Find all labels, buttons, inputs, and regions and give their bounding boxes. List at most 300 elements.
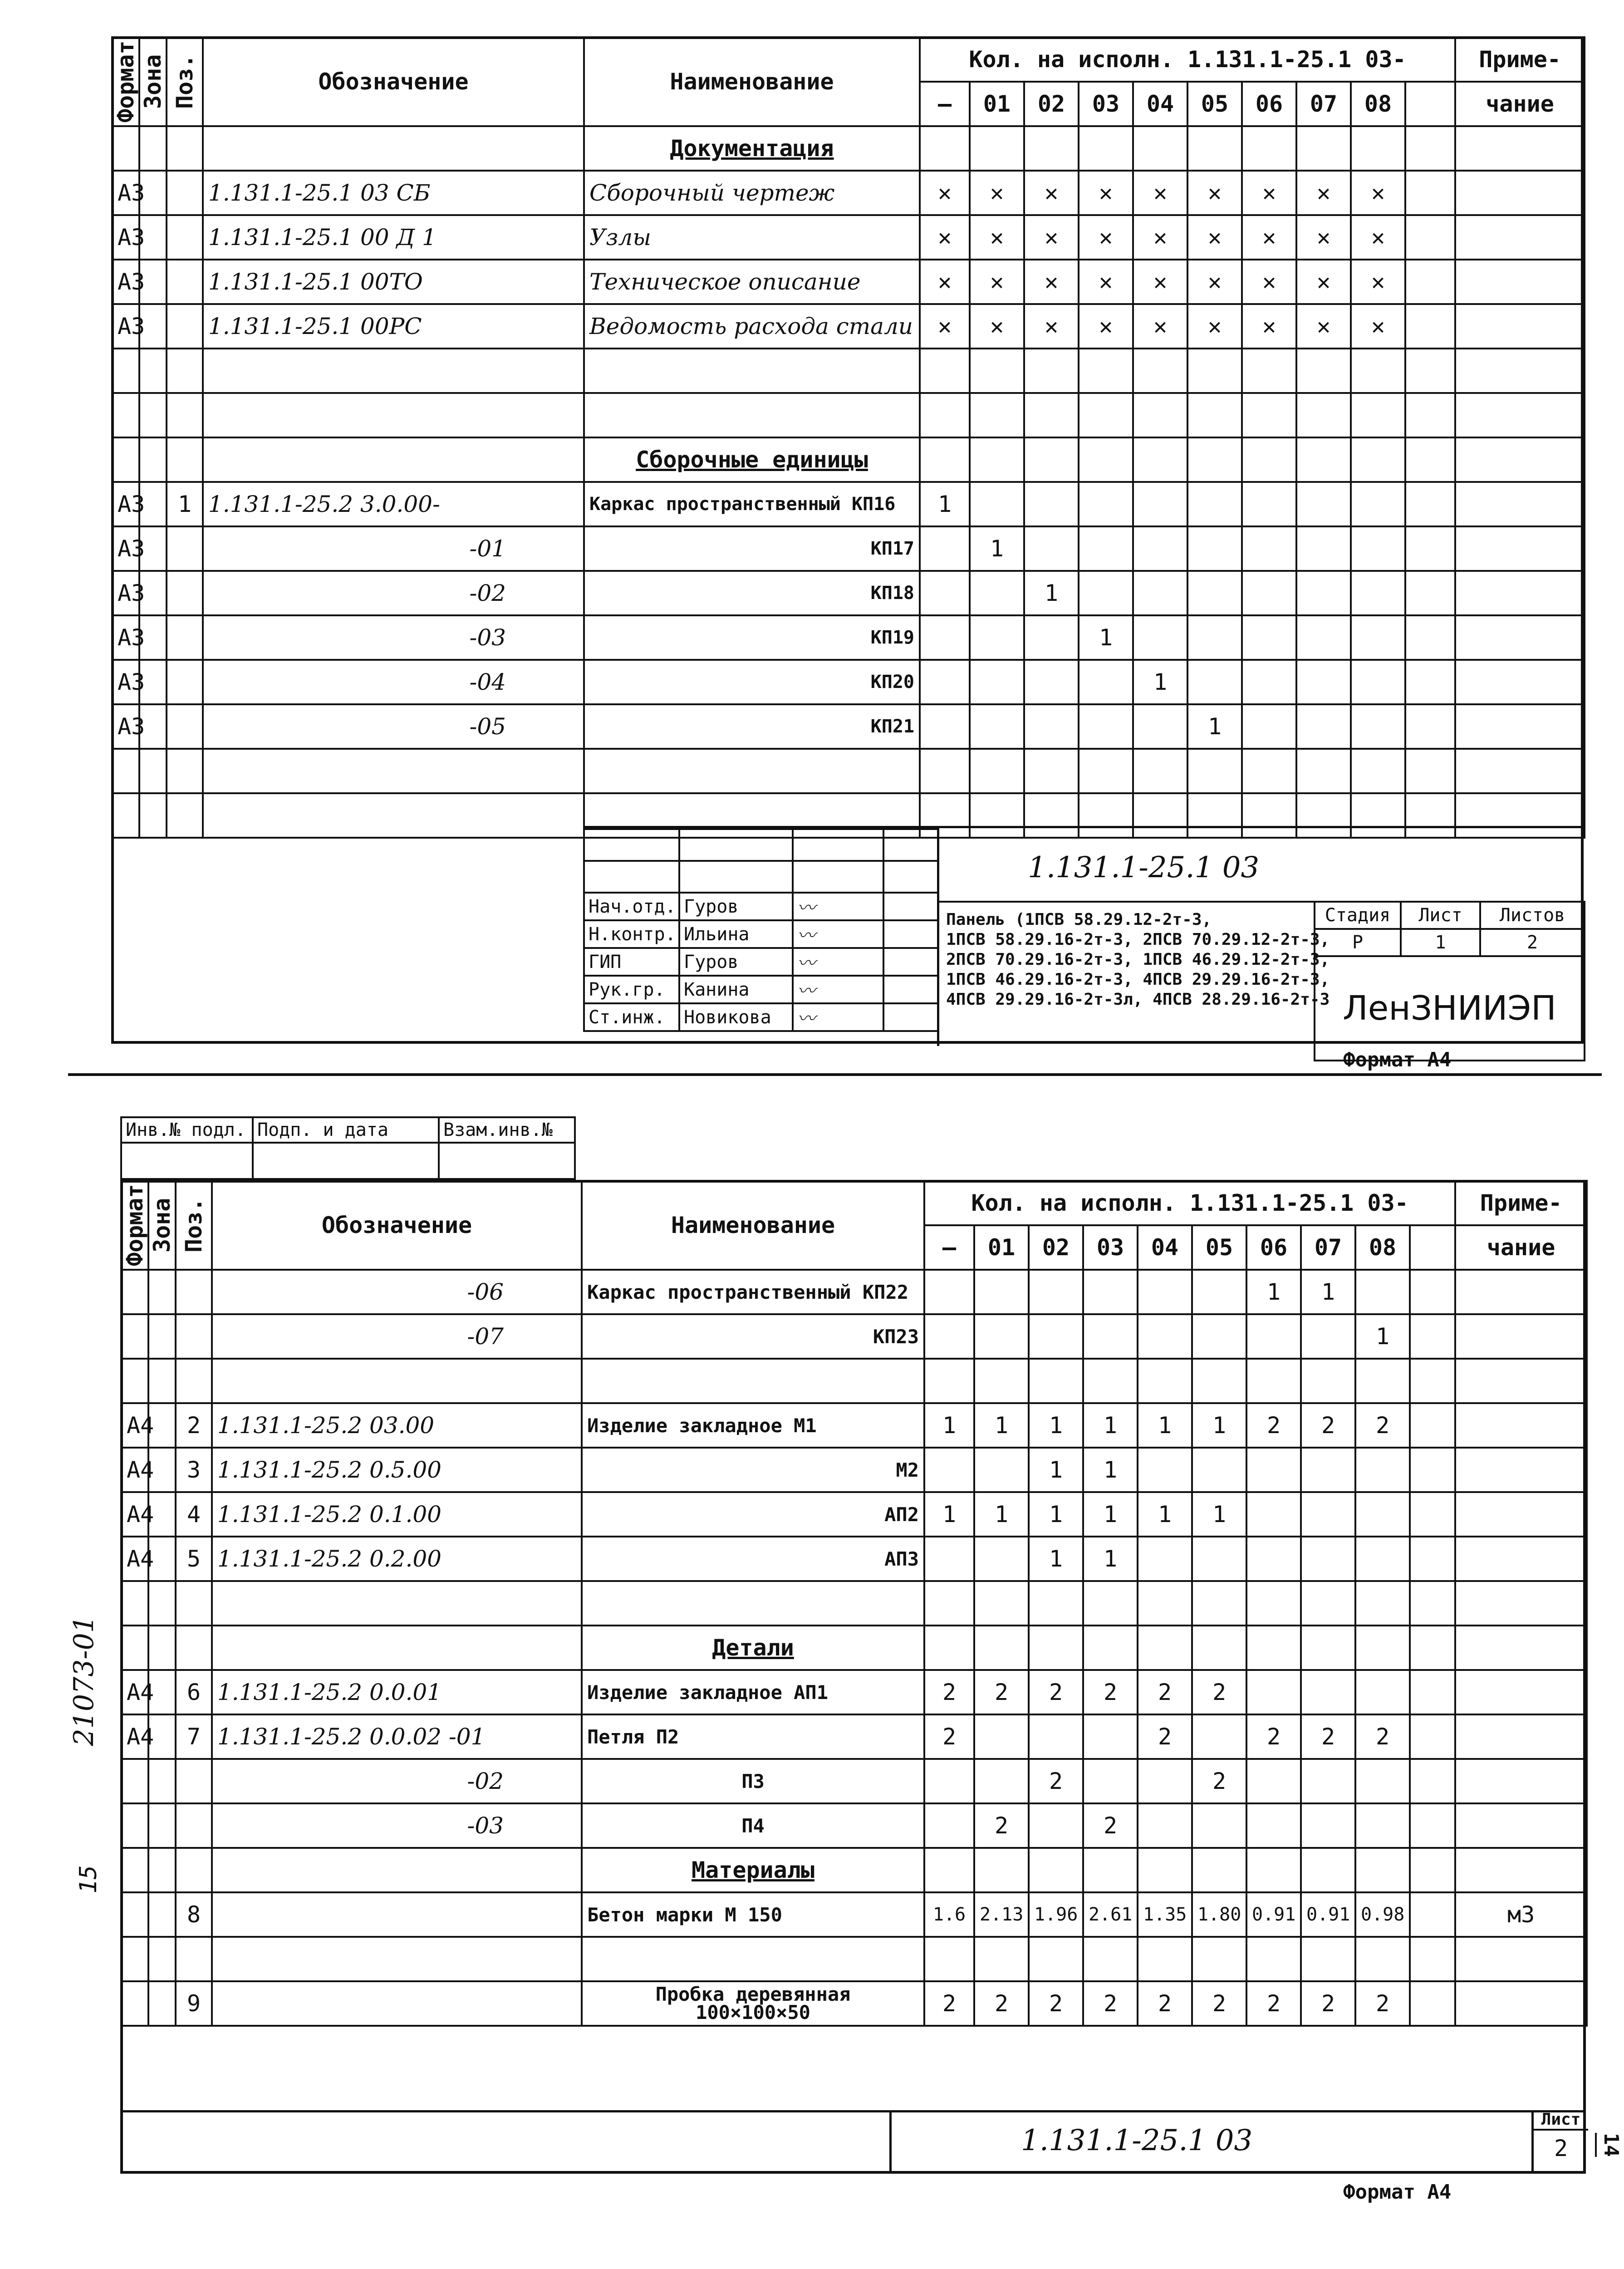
- unit-qty: 1: [1079, 615, 1133, 660]
- hdr2-name: Наименование: [582, 1181, 924, 1270]
- row-pos: 9: [176, 1981, 212, 2026]
- row-qty: 2: [974, 1981, 1029, 2026]
- signature-mark: 〰: [793, 976, 883, 1003]
- unit-format: А3: [112, 571, 139, 615]
- item-row: [121, 1403, 1587, 1448]
- format-note-1: Формат А4: [1343, 1048, 1452, 1071]
- doc-name: Ведомость расхода стали: [584, 304, 920, 349]
- row-qty: 2: [1029, 1981, 1083, 2026]
- row-qty: [1301, 1537, 1355, 1581]
- item-row: [121, 1537, 1587, 1581]
- row-qty: 1: [924, 1403, 974, 1448]
- hdr2-col-dash: —: [924, 1225, 974, 1270]
- sheet-value: 1: [1401, 929, 1480, 956]
- row-qty: [1301, 1492, 1355, 1537]
- detail-row: [121, 1803, 1587, 1848]
- row-qty: 1: [1029, 1403, 1083, 1448]
- row-qty: [1083, 1270, 1138, 1314]
- row-name-line-1: Пробка деревянная: [655, 1983, 851, 2005]
- unit-designation: -03: [203, 615, 584, 660]
- stage-value: Р: [1315, 929, 1401, 956]
- unit-row: [112, 482, 1585, 526]
- unit-pos: [167, 704, 203, 749]
- row-qty: 2: [1083, 1981, 1138, 2026]
- unit-qty: 1: [1187, 704, 1242, 749]
- cross-mark: ✕: [1296, 171, 1351, 215]
- unit-row: [121, 1314, 1587, 1359]
- row-qty: [1246, 1314, 1301, 1359]
- stamp-inv: Инв.№ подл.: [121, 1117, 253, 1143]
- row-pos: 2: [176, 1403, 212, 1448]
- row-pos: 5: [176, 1537, 212, 1581]
- row-qty: [1029, 1803, 1083, 1848]
- role-row: [584, 948, 938, 976]
- role-person: Канина: [679, 976, 793, 1003]
- unit-row: [112, 615, 1585, 660]
- row-pos: [176, 1759, 212, 1803]
- format-note-2: Формат А4: [1343, 2181, 1452, 2204]
- hdr2-col-02: 02: [1029, 1225, 1083, 1270]
- row-name: АП3: [582, 1537, 924, 1581]
- unit-format: А3: [112, 660, 139, 704]
- unit-pos: 1: [167, 482, 203, 526]
- bottom-code: 1.131.1-25.1 03: [1021, 2124, 1253, 2157]
- row-qty: [1192, 1448, 1246, 1492]
- role-title: Н.контр.: [584, 920, 679, 948]
- cross-mark: ✕: [920, 215, 970, 260]
- row-format: А4: [121, 1403, 148, 1448]
- unit-format: А3: [112, 526, 139, 571]
- row-designation: 1.131.1-25.2 03.00: [212, 1403, 582, 1448]
- unit-pos: [167, 660, 203, 704]
- row-qty: 0.91: [1246, 1892, 1301, 1937]
- row-qty: 2: [924, 1670, 974, 1714]
- hdr-col-02: 02: [1024, 82, 1079, 126]
- titleblock-roles: [583, 828, 939, 1032]
- hdr2-note-bottom: чание: [1455, 1225, 1587, 1270]
- cross-mark: ✕: [1133, 171, 1187, 215]
- cross-mark: ✕: [1242, 260, 1296, 304]
- row-qty: 2: [924, 1714, 974, 1759]
- row-qty: 1.35: [1138, 1892, 1192, 1937]
- role-row: [584, 976, 938, 1003]
- row-name: КП23: [582, 1314, 924, 1359]
- row-qty: 2: [1192, 1670, 1246, 1714]
- row-qty: 2: [1138, 1714, 1192, 1759]
- cross-mark: ✕: [1187, 215, 1242, 260]
- row-format: А4: [121, 1448, 148, 1492]
- row-qty: [1192, 1314, 1246, 1359]
- role-title: Ст.инж.: [584, 1003, 679, 1031]
- cross-mark: ✕: [1024, 215, 1079, 260]
- row-qty: 2: [974, 1670, 1029, 1714]
- row-qty: [974, 1270, 1029, 1314]
- row-format: А4: [121, 1537, 148, 1581]
- cross-mark: ✕: [1133, 215, 1187, 260]
- row-qty: [1355, 1759, 1410, 1803]
- row-format: А4: [121, 1492, 148, 1537]
- unit-designation: -05: [203, 704, 584, 749]
- role-person: Гуров: [679, 893, 793, 920]
- row-qty: [1301, 1314, 1355, 1359]
- org-name: ЛенЗНИИЭП: [1315, 956, 1585, 1061]
- hdr-col-01: 01: [970, 82, 1024, 126]
- signature-mark: 〰: [793, 920, 883, 948]
- cross-mark: ✕: [1242, 215, 1296, 260]
- row-qty: 2: [1301, 1981, 1355, 2026]
- sheets-label: Листов: [1480, 902, 1585, 929]
- cross-mark: ✕: [1079, 171, 1133, 215]
- titleblock-stage: [1314, 901, 1585, 1061]
- row-name-line-2: 100×100×50: [696, 2001, 810, 2023]
- stamp-replace: Взам.инв.№: [439, 1117, 575, 1143]
- hdr2-col-07: 07: [1301, 1225, 1355, 1270]
- row-qty: [1138, 1759, 1192, 1803]
- hdr-format: Формат: [112, 37, 139, 126]
- row-qty: [1246, 1492, 1301, 1537]
- hdr2-col-01: 01: [974, 1225, 1029, 1270]
- row-qty: [1138, 1448, 1192, 1492]
- row-qty: [1355, 1670, 1410, 1714]
- row-qty: 1: [1192, 1403, 1246, 1448]
- row-qty: 2: [1029, 1670, 1083, 1714]
- row-qty: [1192, 1803, 1246, 1848]
- row-qty: [1192, 1537, 1246, 1581]
- unit-name: КП20: [584, 660, 920, 704]
- row-qty: [1138, 1803, 1192, 1848]
- detail-row: [121, 1759, 1587, 1803]
- row-qty: 2: [1301, 1403, 1355, 1448]
- section-details: Детали: [582, 1626, 924, 1670]
- stage-label: Стадия: [1315, 902, 1401, 929]
- material-row: [121, 1981, 1587, 2026]
- row-qty: [1246, 1448, 1301, 1492]
- hdr2-col-03: 03: [1083, 1225, 1138, 1270]
- unit-format: А3: [112, 615, 139, 660]
- role-person: Гуров: [679, 948, 793, 976]
- hdr-col-dash: —: [920, 82, 970, 126]
- row-qty: [924, 1759, 974, 1803]
- cross-mark: ✕: [970, 260, 1024, 304]
- row-qty: 1: [1246, 1270, 1301, 1314]
- row-qty: [1246, 1670, 1301, 1714]
- row-qty: 2: [1355, 1403, 1410, 1448]
- row-qty: 1: [1083, 1537, 1138, 1581]
- row-qty: 2: [1029, 1759, 1083, 1803]
- row-name: М2: [582, 1448, 924, 1492]
- section-documentation: Документация: [584, 126, 920, 171]
- cross-mark: ✕: [1187, 171, 1242, 215]
- unit-name: КП17: [584, 526, 920, 571]
- doc-row: [112, 260, 1585, 304]
- cross-mark: ✕: [1133, 304, 1187, 349]
- row-qty: 1.96: [1029, 1892, 1083, 1937]
- hdr-qty-title: Кол. на исполн. 1.131.1-25.1 03-: [920, 37, 1455, 82]
- row-qty: [1083, 1314, 1138, 1359]
- cross-mark: ✕: [1351, 215, 1405, 260]
- row-qty: 1: [924, 1492, 974, 1537]
- doc-designation: 1.131.1-25.1 00ТО: [203, 260, 584, 304]
- hdr2-col-08: 08: [1355, 1225, 1410, 1270]
- row-qty: 1: [974, 1492, 1029, 1537]
- row-qty: 1: [974, 1403, 1029, 1448]
- unit-pos: [167, 615, 203, 660]
- row-qty: [924, 1314, 974, 1359]
- row-pos: 7: [176, 1714, 212, 1759]
- doc-format: А3: [112, 304, 139, 349]
- row-qty: [1246, 1537, 1301, 1581]
- doc-row: [112, 304, 1585, 349]
- titleblock-1: [583, 826, 1584, 1046]
- titleblock-code: 1.131.1-25.1 03: [1028, 851, 1260, 884]
- row-format: [121, 1759, 148, 1803]
- side-number: 21073-01: [68, 1616, 100, 1746]
- row-qty: [1301, 1803, 1355, 1848]
- row-qty: [924, 1537, 974, 1581]
- row-qty: [1083, 1714, 1138, 1759]
- role-title: Рук.гр.: [584, 976, 679, 1003]
- row-qty: [974, 1714, 1029, 1759]
- row-qty: [1192, 1714, 1246, 1759]
- hdr2-pos: Поз.: [176, 1181, 212, 1270]
- doc-name: Техническое описание: [584, 260, 920, 304]
- row-designation: -06: [212, 1270, 582, 1314]
- row-qty: 2: [1246, 1714, 1301, 1759]
- row-qty: [1192, 1270, 1246, 1314]
- desc-line-1: Панель (1ПСВ 58.29.12-2т-3,: [946, 910, 1212, 929]
- row-qty: [924, 1448, 974, 1492]
- hdr2-zone: Зона: [148, 1181, 176, 1270]
- role-title: ГИП: [584, 948, 679, 976]
- role-row: [584, 893, 938, 920]
- row-qty: 1: [1029, 1448, 1083, 1492]
- signature-mark: 〰: [793, 1003, 883, 1031]
- row-qty: 1: [1029, 1492, 1083, 1537]
- row-name: П4: [582, 1803, 924, 1848]
- unit-row: [112, 660, 1585, 704]
- doc-designation: 1.131.1-25.1 00 Д 1: [203, 215, 584, 260]
- row-qty: [974, 1537, 1029, 1581]
- hdr-col-08: 08: [1351, 82, 1405, 126]
- row-qty: 2: [1301, 1714, 1355, 1759]
- cross-mark: ✕: [970, 304, 1024, 349]
- cross-mark: ✕: [920, 304, 970, 349]
- row-name: Каркас пространственный КП22: [582, 1270, 924, 1314]
- row-qty: [1355, 1448, 1410, 1492]
- row-qty: [1029, 1270, 1083, 1314]
- hdr-note-bottom: чание: [1455, 82, 1585, 126]
- row-qty: 2: [1083, 1670, 1138, 1714]
- row-qty: 2: [1192, 1981, 1246, 2026]
- sheet-2-spec-table: [120, 1180, 1588, 2027]
- unit-designation: -04: [203, 660, 584, 704]
- unit-designation: 1.131.1-25.2 3.0.00-: [203, 482, 584, 526]
- sheet-label: Лист: [1401, 902, 1480, 929]
- signature-mark: 〰: [793, 948, 883, 976]
- item-row: [121, 1448, 1587, 1492]
- row-qty: 0.98: [1355, 1892, 1410, 1937]
- doc-format: А3: [112, 260, 139, 304]
- row-designation: 1.131.1-25.2 0.0.01: [212, 1670, 582, 1714]
- side-page: 15: [75, 1865, 102, 1894]
- sheet2-sheet-label: Лист: [1534, 2110, 1588, 2131]
- hdr2-col-04: 04: [1138, 1225, 1192, 1270]
- row-format: А4: [121, 1670, 148, 1714]
- unit-row: [121, 1270, 1587, 1314]
- row-name: Изделие закладное М1: [582, 1403, 924, 1448]
- row-designation: 1.131.1-25.2 0.2.00: [212, 1537, 582, 1581]
- row-note: м3: [1455, 1892, 1587, 1937]
- row-qty: 1: [1192, 1492, 1246, 1537]
- cross-mark: ✕: [1242, 304, 1296, 349]
- row-qty: 1.80: [1192, 1892, 1246, 1937]
- signature-mark: 〰: [793, 893, 883, 920]
- row-qty: 2: [1083, 1803, 1138, 1848]
- row-qty: [1138, 1314, 1192, 1359]
- row-name: Петля П2: [582, 1714, 924, 1759]
- row-qty: 2: [1355, 1714, 1410, 1759]
- sheet-1-spec-table: [111, 36, 1585, 839]
- hdr-col-06: 06: [1242, 82, 1296, 126]
- row-qty: 2: [1355, 1981, 1410, 2026]
- cross-mark: ✕: [1296, 304, 1351, 349]
- cross-mark: ✕: [920, 260, 970, 304]
- doc-designation: 1.131.1-25.1 03 СБ: [203, 171, 584, 215]
- row-name: [582, 1981, 924, 2026]
- row-qty: [1029, 1314, 1083, 1359]
- row-qty: 2: [1138, 1981, 1192, 2026]
- doc-name: Сборочный чертеж: [584, 171, 920, 215]
- row-qty: [1355, 1537, 1410, 1581]
- material-row: [121, 1892, 1587, 1937]
- row-name: Бетон марки М 150: [582, 1892, 924, 1937]
- row-designation: 1.131.1-25.2 0.1.00: [212, 1492, 582, 1537]
- hdr-col-07: 07: [1296, 82, 1351, 126]
- row-format: [121, 1803, 148, 1848]
- cross-mark: ✕: [1024, 260, 1079, 304]
- unit-name: Каркас пространственный КП16: [584, 482, 920, 526]
- role-row: [584, 1003, 938, 1031]
- doc-row: [112, 215, 1585, 260]
- row-qty: 2.61: [1083, 1892, 1138, 1937]
- cross-mark: ✕: [1187, 260, 1242, 304]
- hdr-col-05: 05: [1187, 82, 1242, 126]
- item-row: [121, 1492, 1587, 1537]
- role-person: Новикова: [679, 1003, 793, 1031]
- row-qty: 1: [1083, 1492, 1138, 1537]
- row-qty: [1029, 1714, 1083, 1759]
- unit-pos: [167, 526, 203, 571]
- cross-mark: ✕: [1351, 171, 1405, 215]
- row-pos: 4: [176, 1492, 212, 1537]
- row-qty: [1355, 1270, 1410, 1314]
- desc-line-3: 2ПСВ 70.29.16-2т-3, 1ПСВ 46.29.12-2т-3,: [946, 950, 1330, 969]
- row-designation: -07: [212, 1314, 582, 1359]
- row-qty: 2: [1138, 1670, 1192, 1714]
- doc-format: А3: [112, 215, 139, 260]
- hdr2-col-05: 05: [1192, 1225, 1246, 1270]
- unit-name: КП19: [584, 615, 920, 660]
- cross-mark: ✕: [1079, 260, 1133, 304]
- cross-mark: ✕: [970, 171, 1024, 215]
- row-qty: 2: [1192, 1759, 1246, 1803]
- desc-line-4: 1ПСВ 46.29.16-2т-3, 4ПСВ 29.29.16-2т-3,: [946, 970, 1330, 989]
- unit-qty: 1: [970, 526, 1024, 571]
- cross-mark: ✕: [1024, 304, 1079, 349]
- cross-mark: ✕: [970, 215, 1024, 260]
- row-pos: 8: [176, 1892, 212, 1937]
- row-name: Изделие закладное АП1: [582, 1670, 924, 1714]
- row-designation: 1.131.1-25.2 0.0.02 -01: [212, 1714, 582, 1759]
- detail-row: [121, 1670, 1587, 1714]
- row-qty: 1: [1355, 1314, 1410, 1359]
- cross-mark: ✕: [1133, 260, 1187, 304]
- unit-row: [112, 571, 1585, 615]
- row-designation: -03: [212, 1803, 582, 1848]
- unit-format: А3: [112, 482, 139, 526]
- cross-mark: ✕: [920, 171, 970, 215]
- hdr2-format: Формат: [121, 1181, 148, 1270]
- doc-name: Узлы: [584, 215, 920, 260]
- row-qty: 2: [1246, 1981, 1301, 2026]
- row-qty: [1355, 1803, 1410, 1848]
- row-qty: 0.91: [1301, 1892, 1355, 1937]
- hdr-pos: Поз.: [167, 37, 203, 126]
- unit-row: [112, 526, 1585, 571]
- row-qty: 1: [1083, 1448, 1138, 1492]
- hdr-designation: Обозначение: [203, 37, 584, 126]
- row-pos: 6: [176, 1670, 212, 1714]
- hdr-zone: Зона: [139, 37, 167, 126]
- desc-line-2: 1ПСВ 58.29.16-2т-3, 2ПСВ 70.29.12-2т-3,: [946, 930, 1330, 949]
- unit-row: [112, 704, 1585, 749]
- sheet-divider: [68, 1073, 1602, 1076]
- row-designation: -02: [212, 1759, 582, 1803]
- sheets-value: 2: [1480, 929, 1585, 956]
- row-qty: [1301, 1448, 1355, 1492]
- row-qty: [974, 1314, 1029, 1359]
- role-title: Нач.отд.: [584, 893, 679, 920]
- unit-pos: [167, 571, 203, 615]
- row-qty: 1: [1301, 1270, 1355, 1314]
- cross-mark: ✕: [1024, 171, 1079, 215]
- doc-designation: 1.131.1-25.1 00РС: [203, 304, 584, 349]
- row-designation: 1.131.1-25.2 0.5.00: [212, 1448, 582, 1492]
- unit-qty: 1: [920, 482, 970, 526]
- row-qty: [974, 1759, 1029, 1803]
- row-qty: [1355, 1492, 1410, 1537]
- unit-qty: 1: [1133, 660, 1187, 704]
- doc-row: [112, 171, 1585, 215]
- cross-mark: ✕: [1242, 171, 1296, 215]
- archive-stamp: [120, 1116, 576, 1180]
- unit-name: КП18: [584, 571, 920, 615]
- cross-mark: ✕: [1351, 260, 1405, 304]
- row-qty: [1138, 1537, 1192, 1581]
- hdr2-designation: Обозначение: [212, 1181, 582, 1270]
- row-format: А4: [121, 1714, 148, 1759]
- hdr2-note-top: Приме-: [1455, 1181, 1587, 1225]
- titleblock-description: [946, 910, 1330, 1010]
- row-qty: 1: [1138, 1403, 1192, 1448]
- row-pos: [176, 1803, 212, 1848]
- stamp-sign: Подп. и дата: [253, 1117, 439, 1143]
- unit-qty: 1: [1024, 571, 1079, 615]
- row-qty: [974, 1448, 1029, 1492]
- hdr-note-top: Приме-: [1455, 37, 1585, 82]
- row-qty: [924, 1270, 974, 1314]
- row-qty: 1: [1029, 1537, 1083, 1581]
